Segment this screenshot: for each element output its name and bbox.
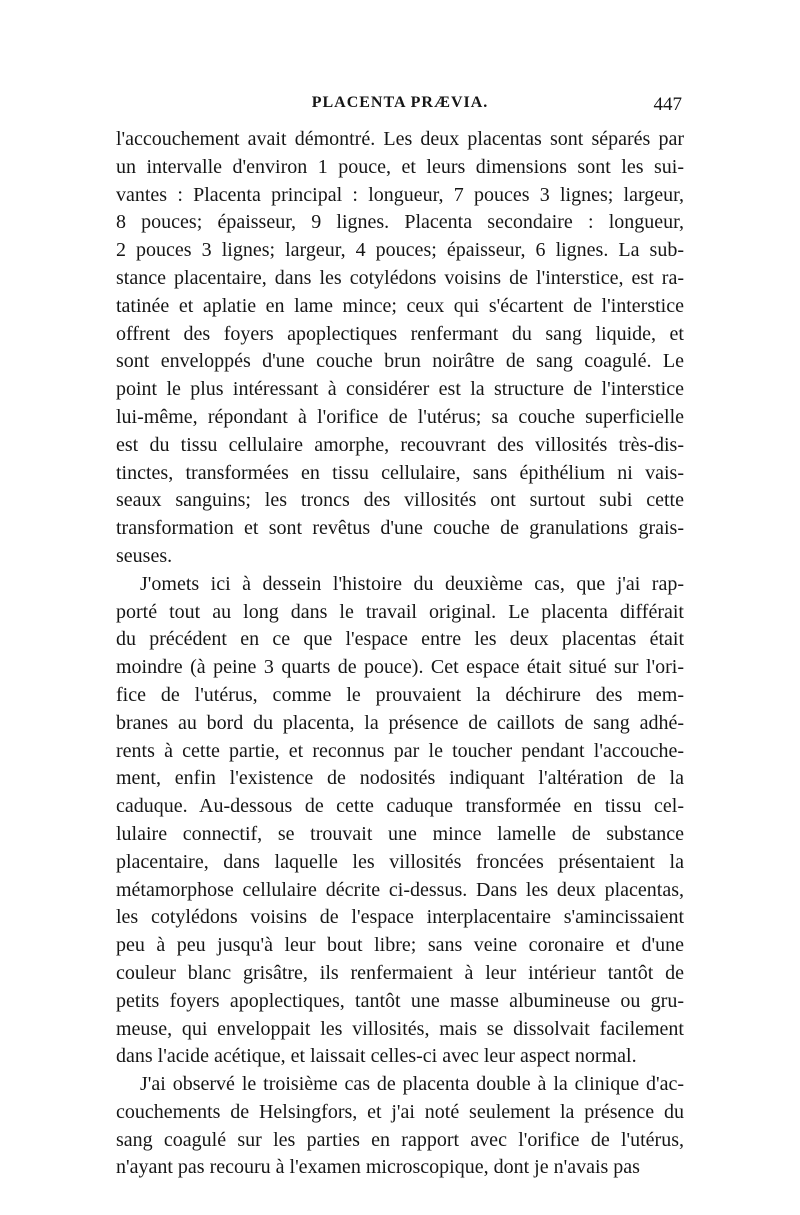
text-line: 8 pouces; épaisseur, 9 lignes. Placenta secondaire : longueur, — [116, 211, 684, 234]
text-line: petits foyers apoplectiques, tantôt une masse albumineuse ou gru- — [116, 989, 684, 1012]
text-line: fice de l'utérus, comme le prouvaient la déchirure des mem- — [116, 683, 684, 706]
text-line: lui-même, répondant à l'orifice de l'utérus; sa couche superficielle — [116, 405, 684, 428]
text-line: lulaire connectif, se trouvait une mince lamelle de substance — [116, 822, 684, 845]
text-line: 2 pouces 3 lignes; largeur, 4 pouces; épaisseur, 6 lignes. La sub- — [116, 239, 684, 262]
paragraph — [116, 1071, 684, 1182]
text-line: placentaire, dans laquelle les villosités froncées présentaient la — [116, 850, 684, 873]
text-line: rents à cette partie, et reconnus par le toucher pendant l'accouche- — [116, 739, 684, 762]
text-line: sont enveloppés d'une couche brun noirâtre de sang coagulé. Le — [116, 350, 684, 373]
text-line: l'accouchement avait démontré. Les deux placentas sont séparés par — [116, 128, 684, 150]
text-line: offrent des foyers apoplectiques renfermant du sang liquide, et — [116, 322, 684, 345]
text-line: branes au bord du placenta, la présence de caillots de sang adhé- — [116, 711, 684, 734]
text-line: transformation et sont revêtus d'une couche de granulations grais- — [116, 517, 684, 540]
text-line: les cotylédons voisins de l'espace interplacentaire s'amincissaient — [116, 906, 684, 929]
text-line: peu à peu jusqu'à leur bout libre; sans veine coronaire et d'une — [116, 934, 684, 957]
page-header — [116, 94, 684, 122]
text-line: caduque. Au-dessous de cette caduque transformée en tissu cel- — [116, 795, 684, 818]
text-line: tinctes, transformées en tissu cellulaire, sans épithélium ni vais- — [116, 461, 684, 484]
text-line: vantes : Placenta principal : longueur, 7 pouces 3 lignes; largeur, — [116, 183, 684, 206]
text-line: n'ayant pas recouru à l'examen microscopique, dont je n'avais pas — [116, 1156, 640, 1179]
text-line: sang coagulé sur les parties en rapport avec l'orifice de l'utérus, — [116, 1128, 684, 1151]
text-line: est du tissu cellulaire amorphe, recouvrant des villosités très-dis- — [116, 433, 684, 456]
text-line: stance placentaire, dans les cotylédons voisins de l'interstice, est ra- — [116, 266, 684, 289]
text-line: dans l'acide acétique, et laissait celles-ci avec leur aspect normal. — [116, 1045, 637, 1068]
text-line: tatinée et aplatie en lame mince; ceux qui s'écartent de l'interstice — [116, 294, 684, 317]
page-number: 447 — [653, 94, 682, 115]
text-line: du précédent en ce que l'espace entre les deux placentas était — [116, 628, 684, 651]
text-line: J'omets ici à dessein l'histoire du deuxième cas, que j'ai rap- — [140, 572, 684, 595]
running-head: PLACENTA PRÆVIA. — [311, 94, 489, 111]
text-line: seuses. — [116, 544, 173, 567]
text-line: porté tout au long dans le travail original. Le placenta différait — [116, 600, 684, 623]
text-line: métamorphose cellulaire décrite ci-dessus. Dans les deux placentas, — [116, 878, 684, 901]
paragraph — [116, 126, 684, 571]
paragraph — [116, 571, 684, 1071]
body-text — [116, 126, 684, 1182]
text-line: ment, enfin l'existence de nodosités indiquant l'altération de la — [116, 767, 684, 790]
text-line: couchements de Helsingfors, et j'ai noté seulement la présence du — [116, 1100, 684, 1123]
text-line: seaux sanguins; les troncs des villosités ont surtout subi cette — [116, 489, 684, 512]
text-line: couleur blanc grisâtre, ils renfermaient à leur intérieur tantôt de — [116, 961, 684, 984]
text-line: J'ai observé le troisième cas de placenta double à la clinique d'ac- — [140, 1073, 684, 1096]
text-line: moindre (à peine 3 quarts de pouce). Cet espace était situé sur l'ori- — [116, 656, 684, 679]
text-line: meuse, qui enveloppait les villosités, mais se dissolvait facilement — [116, 1017, 684, 1040]
text-line: point le plus intéressant à considérer est la structure de l'interstice — [116, 378, 684, 401]
text-line: un intervalle d'environ 1 pouce, et leurs dimensions sont les sui- — [116, 155, 684, 178]
